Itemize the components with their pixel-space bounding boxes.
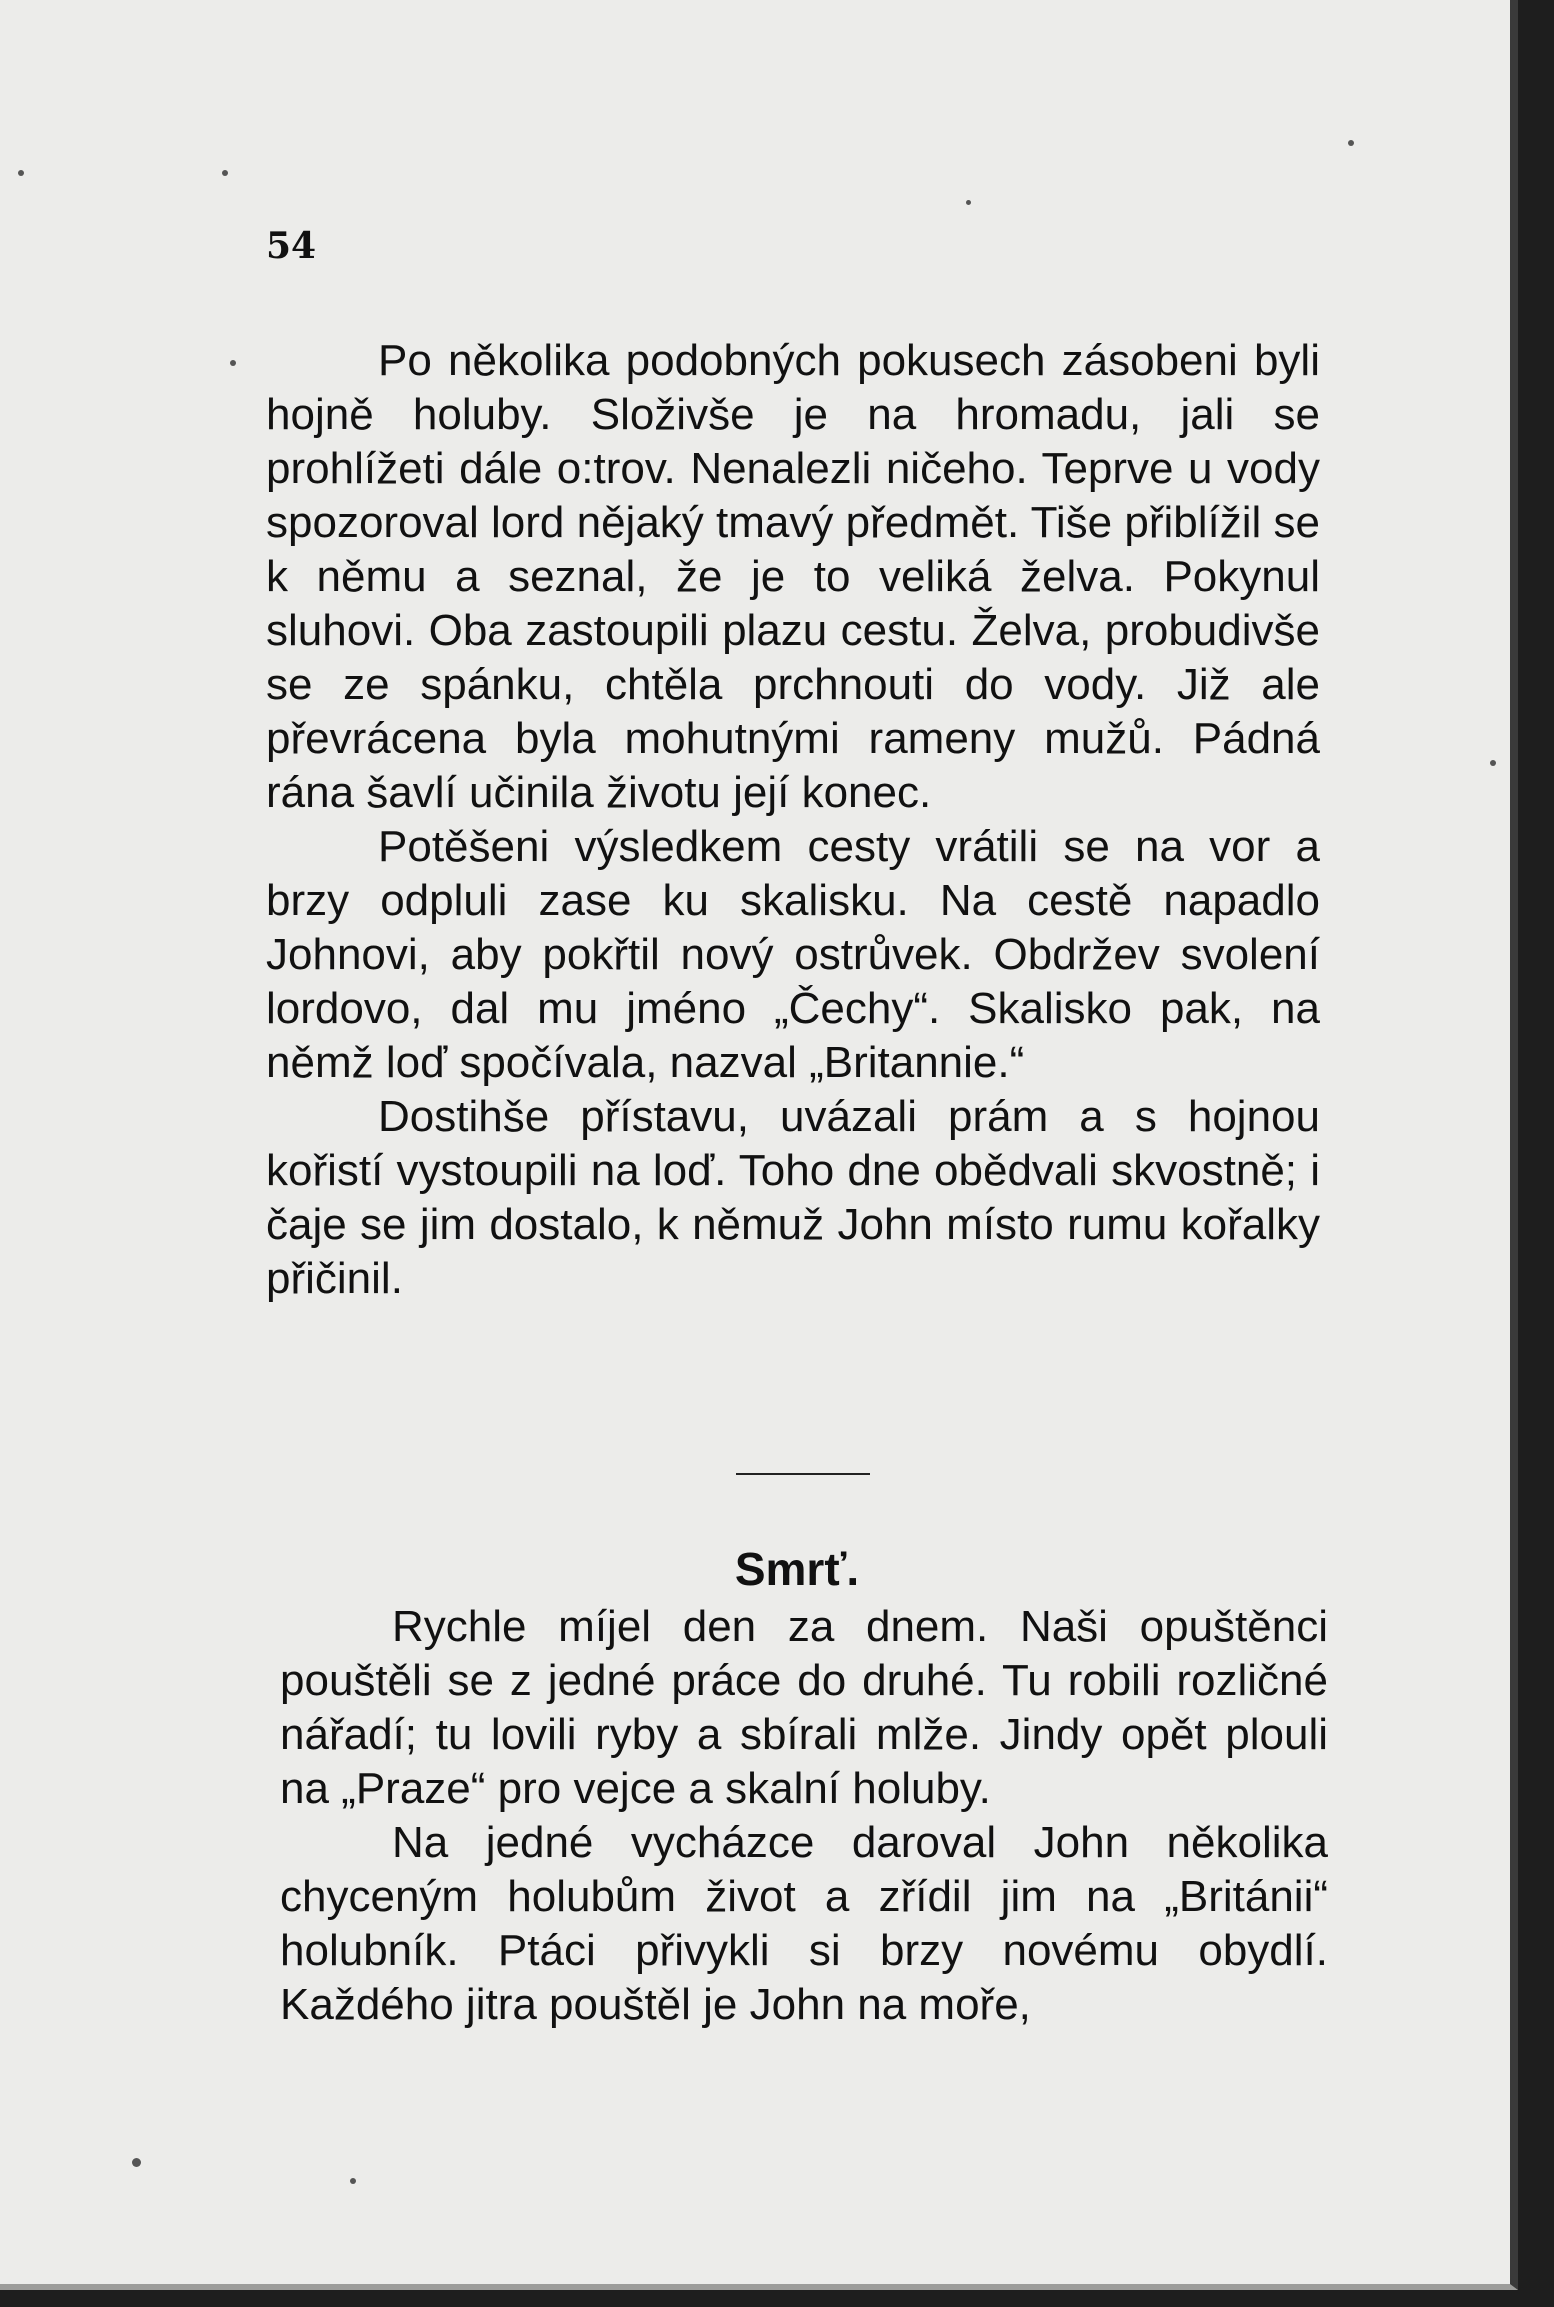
scan-edge-right (1518, 0, 1554, 2307)
paragraph: Dostihše přístavu, uvázali prám a s hojnou kořistí vystoupili na loď. Toho dne obědvali skvostně; i čaje se jim dostalo, k němuž John místo rumu kořalky přičinil. (266, 1092, 1320, 1303)
paragraph: Po několika podobných pokusech zásobeni byli hojně holuby. Složivše je na hromadu, jali se prohlížeti dále o:trov. Nenalezli ničeho. Teprve u vody spozoroval lord nějaký tmavý předmět. Tiše přiblížil se k němu a seznal, že je to veliká želva. Pokynul sluhovi. Oba zastoupili plazu cestu. Želva, probudivše se ze spánku, chtěla prchnouti do vody. Již ale převrácena byla mohutnými rameny mužů. Pádná rána šavlí učinila životu její konec. (266, 336, 1320, 817)
paper-speck (222, 170, 228, 176)
section-heading: Smrť. (734, 1543, 860, 1595)
paper-speck (18, 170, 24, 176)
section-2-text (280, 1600, 1328, 2032)
paper-speck (966, 200, 971, 205)
paper-speck (230, 360, 236, 366)
section-1-text (266, 334, 1320, 1306)
paper-speck (1348, 140, 1354, 146)
paragraph: Na jedné vycházce daroval John několika chyceným holubům život a zřídil jim na „Británii“ holubník. Ptáci přivykli si brzy novému obydlí. Každého jitra pouštěl je John na moře, (280, 1818, 1328, 2029)
scan-edge-bottom (0, 2290, 1554, 2307)
paper-speck (1490, 760, 1496, 766)
paragraph: Potěšeni výsledkem cesty vrátili se na vor a brzy odpluli zase ku skalisku. Na cestě napadlo Johnovi, aby pokřtil nový ostrůvek. Obdržev svolení lordovo, dal mu jméno „Čechy“. Skalisko pak, na němž loď spočívala, nazval „Britannie.“ (266, 822, 1320, 1087)
section-divider (736, 1473, 870, 1475)
paragraph: Rychle míjel den za dnem. Naši opuštěnci pouštěli se z jedné práce do druhé. Tu robili rozličné nářadí; tu lovili ryby a sbírali mlže. Jindy opět plouli na „Praze“ pro vejce a skalní holuby. (280, 1602, 1328, 1813)
paper-speck (132, 2158, 141, 2167)
paper-speck (350, 2178, 356, 2184)
page-number: 54 (266, 225, 317, 267)
